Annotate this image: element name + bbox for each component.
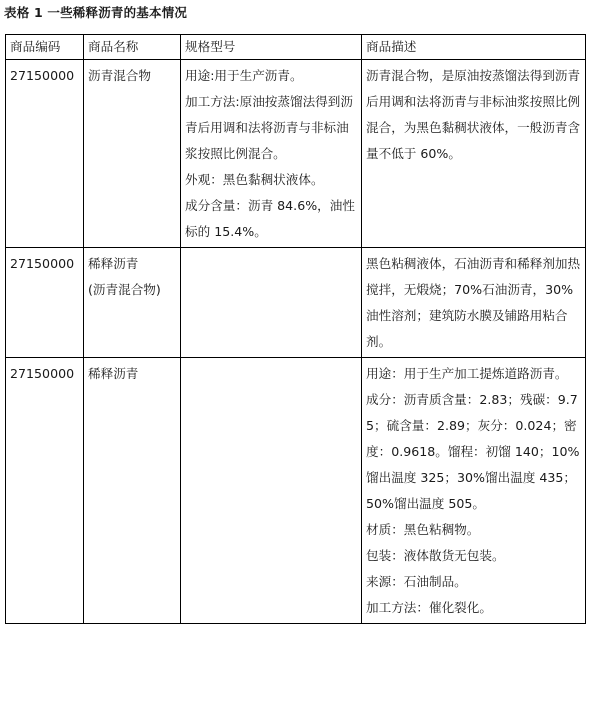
cell-name <box>84 60 181 248</box>
cell-name <box>84 248 181 358</box>
header-name: 商品名称 <box>84 35 181 60</box>
spec-line: 成分含量：沥青 84.6%，油性标的 15.4%。 <box>185 198 355 239</box>
commodity-table <box>5 34 586 624</box>
cell-spec <box>181 358 362 624</box>
desc-line: 加工方法：催化裂化。 <box>366 600 492 615</box>
spec-line: 加工方法:原油按蒸馏法得到沥青后用调和法将沥青与非标油浆按照比例混合。 <box>185 94 353 161</box>
desc-line: 包装：液体散货无包装。 <box>366 548 505 563</box>
table-header-row <box>6 35 586 60</box>
name-line: 稀释沥青 <box>88 366 139 381</box>
table-row <box>6 60 586 248</box>
name-line: (沥青混合物) <box>88 282 161 297</box>
cell-name <box>84 358 181 624</box>
desc-line: 材质：黑色粘稠物。 <box>366 522 480 537</box>
spec-line: 外观：黑色黏稠状液体。 <box>185 172 324 187</box>
header-code: 商品编码 <box>6 35 84 60</box>
table-caption: 表格 1 一些稀释沥青的基本情况 <box>4 5 188 20</box>
spec-line: 用途:用于生产沥青。 <box>185 68 303 83</box>
desc-line: 成分：沥青质含量：2.83；残碳：9.75；硫含量：2.89；灰分：0.024；密度：0.9618。馏程：初馏 140；10%馏出温度 325；30%馏出温度 435；50%馏出温度 505。 <box>366 392 580 511</box>
desc-line: 用途：用于生产加工提炼道路沥青。 <box>366 366 568 381</box>
desc-line: 沥青混合物，是原油按蒸馏法得到沥青后用调和法将沥青与非标油浆按照比例混合，为黑色黏稠状液体，一般沥青含量不低于 60%。 <box>366 68 581 161</box>
cell-code: 27150000 <box>6 60 84 248</box>
desc-line: 来源：石油制品。 <box>366 574 467 589</box>
cell-spec <box>181 60 362 248</box>
name-line: 稀释沥青 <box>88 256 139 271</box>
cell-code: 27150000 <box>6 248 84 358</box>
header-spec: 规格型号 <box>181 35 362 60</box>
cell-desc <box>362 248 586 358</box>
cell-spec <box>181 248 362 358</box>
cell-desc <box>362 60 586 248</box>
header-desc: 商品描述 <box>362 35 586 60</box>
cell-desc <box>362 358 586 624</box>
name-line: 沥青混合物 <box>88 68 151 83</box>
table-row <box>6 248 586 358</box>
desc-line: 黑色粘稠液体，石油沥青和稀释剂加热搅拌，无煅烧；70%石油沥青，30%油性溶剂；建筑防水膜及铺路用粘合剂。 <box>366 256 581 349</box>
table-row <box>6 358 586 624</box>
cell-code: 27150000 <box>6 358 84 624</box>
